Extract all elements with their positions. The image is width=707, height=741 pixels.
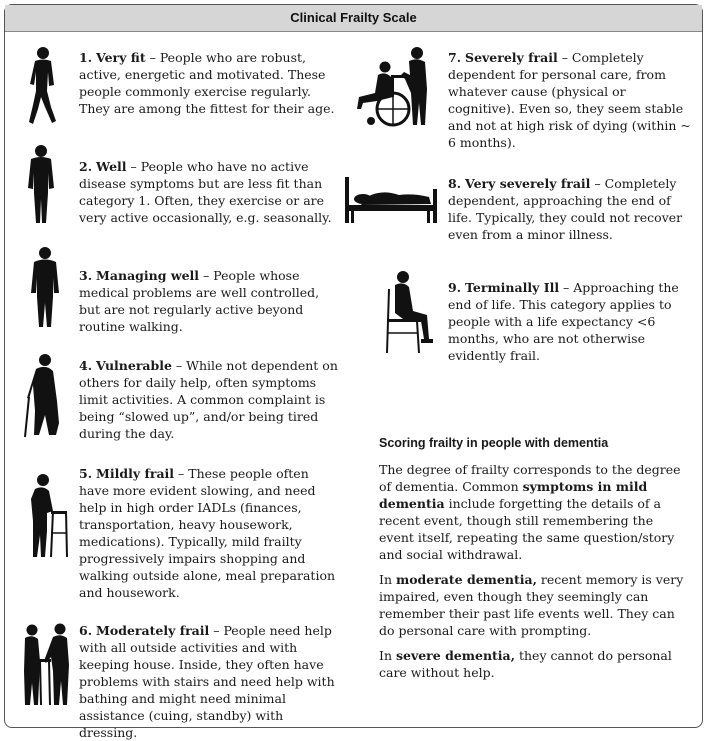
dementia-p1-text-c: include forgetting the details of a recent event, though still remembering the event itself, repeating the same question/story and social withdrawal. <box>379 496 675 562</box>
vulnerable-figure-icon <box>21 351 65 437</box>
severely-frail-figure-icon <box>347 45 439 129</box>
very-severely-frail-figure-icon <box>341 171 441 225</box>
category-5: 5. Mildly frail – These people often have more evident slowing, and need help in high order IADLs (finances, transportation, heavy housework, medications). Typically, mild frailty progressively impairs shopping and walking outside alone, meal preparation and housework. <box>79 466 336 600</box>
category-2-number: 2. <box>79 159 93 174</box>
category-8: 8. Very severely frail – Completely dependent, approaching the end of life. Typically, they could not recover even from a minor illness. <box>448 176 683 242</box>
category-5-text: These people often have more evident slowing, and need help in high order IADLs (finances, transportation, heavy housework, medications). Typically, mild frailty progressively impairs shopping and walking outside alone, meal preparation and housework. <box>79 466 336 600</box>
dementia-paragraph-moderate <box>379 571 691 639</box>
category-9-number: 9. <box>448 280 462 295</box>
category-1-number: 1. <box>79 50 93 65</box>
category-4-number: 4. <box>79 358 93 373</box>
dementia-p2-text-c: recent memory is very impaired, even though they seemingly can remember their past life events well. They can do personal care with prompting. <box>379 572 684 638</box>
category-3: 3. Managing well – People whose medical problems are well controlled, but are not regularly active beyond routine walking. <box>79 268 320 334</box>
mildly-frail-figure-icon <box>25 471 71 559</box>
dementia-section <box>379 435 691 689</box>
category-9-text: Approaching the end of life. This category applies to people with a life expectancy <6 months, who are not otherwise evidently frail. <box>448 280 679 363</box>
category-6-name: Moderately frail <box>96 623 210 638</box>
category-8-text: Completely dependent, approaching the end of life. Typically, they could not recover even from a minor illness. <box>448 176 683 242</box>
category-5-name: Mildly frail <box>96 466 175 481</box>
dementia-p2-bold: moderate dementia, <box>395 572 537 587</box>
well-figure-icon <box>21 143 61 225</box>
category-7-number: 7. <box>448 50 462 65</box>
category-7-name: Severely frail <box>465 50 558 65</box>
category-3-number: 3. <box>79 268 93 283</box>
category-1-text: People who are robust, active, energetic and motivated. These people commonly exercise regularly. They are among the fittest for their age. <box>79 50 335 116</box>
frailty-scale-panel <box>4 4 703 740</box>
dementia-p3-bold: severe dementia, <box>395 648 515 663</box>
category-5-number: 5. <box>79 466 93 481</box>
category-2: 2. Well – People who have no active disease symptoms but are less fit than category 1. Often, they exercise or are very active occasionally, e.g. seasonally. <box>79 159 332 225</box>
category-8-number: 8. <box>448 176 462 191</box>
very-fit-figure-icon <box>23 45 63 127</box>
dementia-p3-text-a: In <box>379 648 396 663</box>
category-4: 4. Vulnerable – While not dependent on others for daily help, often symptoms limit activities. A common complaint is being “slowed up”, and/or being tired during the day. <box>79 358 338 441</box>
category-9: 9. Terminally Ill – Approaching the end of life. This category applies to people with a life expectancy <6 months, who are not otherwise evidently frail. <box>448 280 679 363</box>
category-6: 6. Moderately frail – People need help with all outside activities and with keeping house. Inside, they often have problems with stairs and need help with bathing and might need minimal assistance (cuing, standby) with dressing. <box>79 623 335 740</box>
category-3-name: Managing well <box>96 268 200 283</box>
dementia-p2-text-a: In <box>379 572 396 587</box>
category-6-text: People need help with all outside activities and with keeping house. Inside, they often have problems with stairs and need help with bathing and might need minimal assistance (cuing, standby) with dressing. <box>79 623 335 740</box>
category-4-text: While not dependent on others for daily help, often symptoms limit activities. A common complaint is being “slowed up”, and/or being tired during the day. <box>79 358 338 441</box>
moderately-frail-figure-icon <box>19 621 75 707</box>
category-7: 7. Severely frail – Completely dependent for personal care, from whatever cause (physical or cognitive). Even so, they seem stable and not at high risk of dying (within ~ 6 months). <box>448 50 691 150</box>
category-7-text: Completely dependent for personal care, from whatever cause (physical or cognitive). Even so, they seem stable and not at high risk of dying (within ~ 6 months). <box>448 50 691 150</box>
category-1-name: Very fit <box>96 50 146 65</box>
page-title: Clinical Frailty Scale <box>5 5 702 32</box>
dementia-paragraph-severe <box>379 647 691 681</box>
category-1: 1. Very fit – People who are robust, active, energetic and motivated. These people commonly exercise regularly. They are among the fittest for their age. <box>79 50 335 116</box>
dementia-p1-bold: symptoms in mild dementia <box>379 479 648 511</box>
dementia-paragraph-mild <box>379 461 691 563</box>
category-6-number: 6. <box>79 623 93 638</box>
dementia-p1-text-a: The degree of frailty corresponds to the degree of dementia. Common <box>379 462 681 494</box>
category-2-text: People who have no active disease symptoms but are less fit than category 1. Often, they exercise or are very active occasionally, e.g. seasonally. <box>79 159 332 225</box>
managing-well-figure-icon <box>25 245 65 329</box>
category-8-name: Very severely frail <box>465 176 591 191</box>
dementia-heading: Scoring frailty in people with dementia <box>379 436 609 450</box>
category-9-name: Terminally Ill <box>465 280 560 295</box>
category-4-name: Vulnerable <box>96 358 172 373</box>
terminally-ill-figure-icon <box>381 267 437 355</box>
dementia-p3-text-c: they cannot do personal care without help. <box>379 648 672 680</box>
category-2-name: Well <box>96 159 127 174</box>
category-3-text: People whose medical problems are well controlled, but are not regularly active beyond routine walking. <box>79 268 320 334</box>
